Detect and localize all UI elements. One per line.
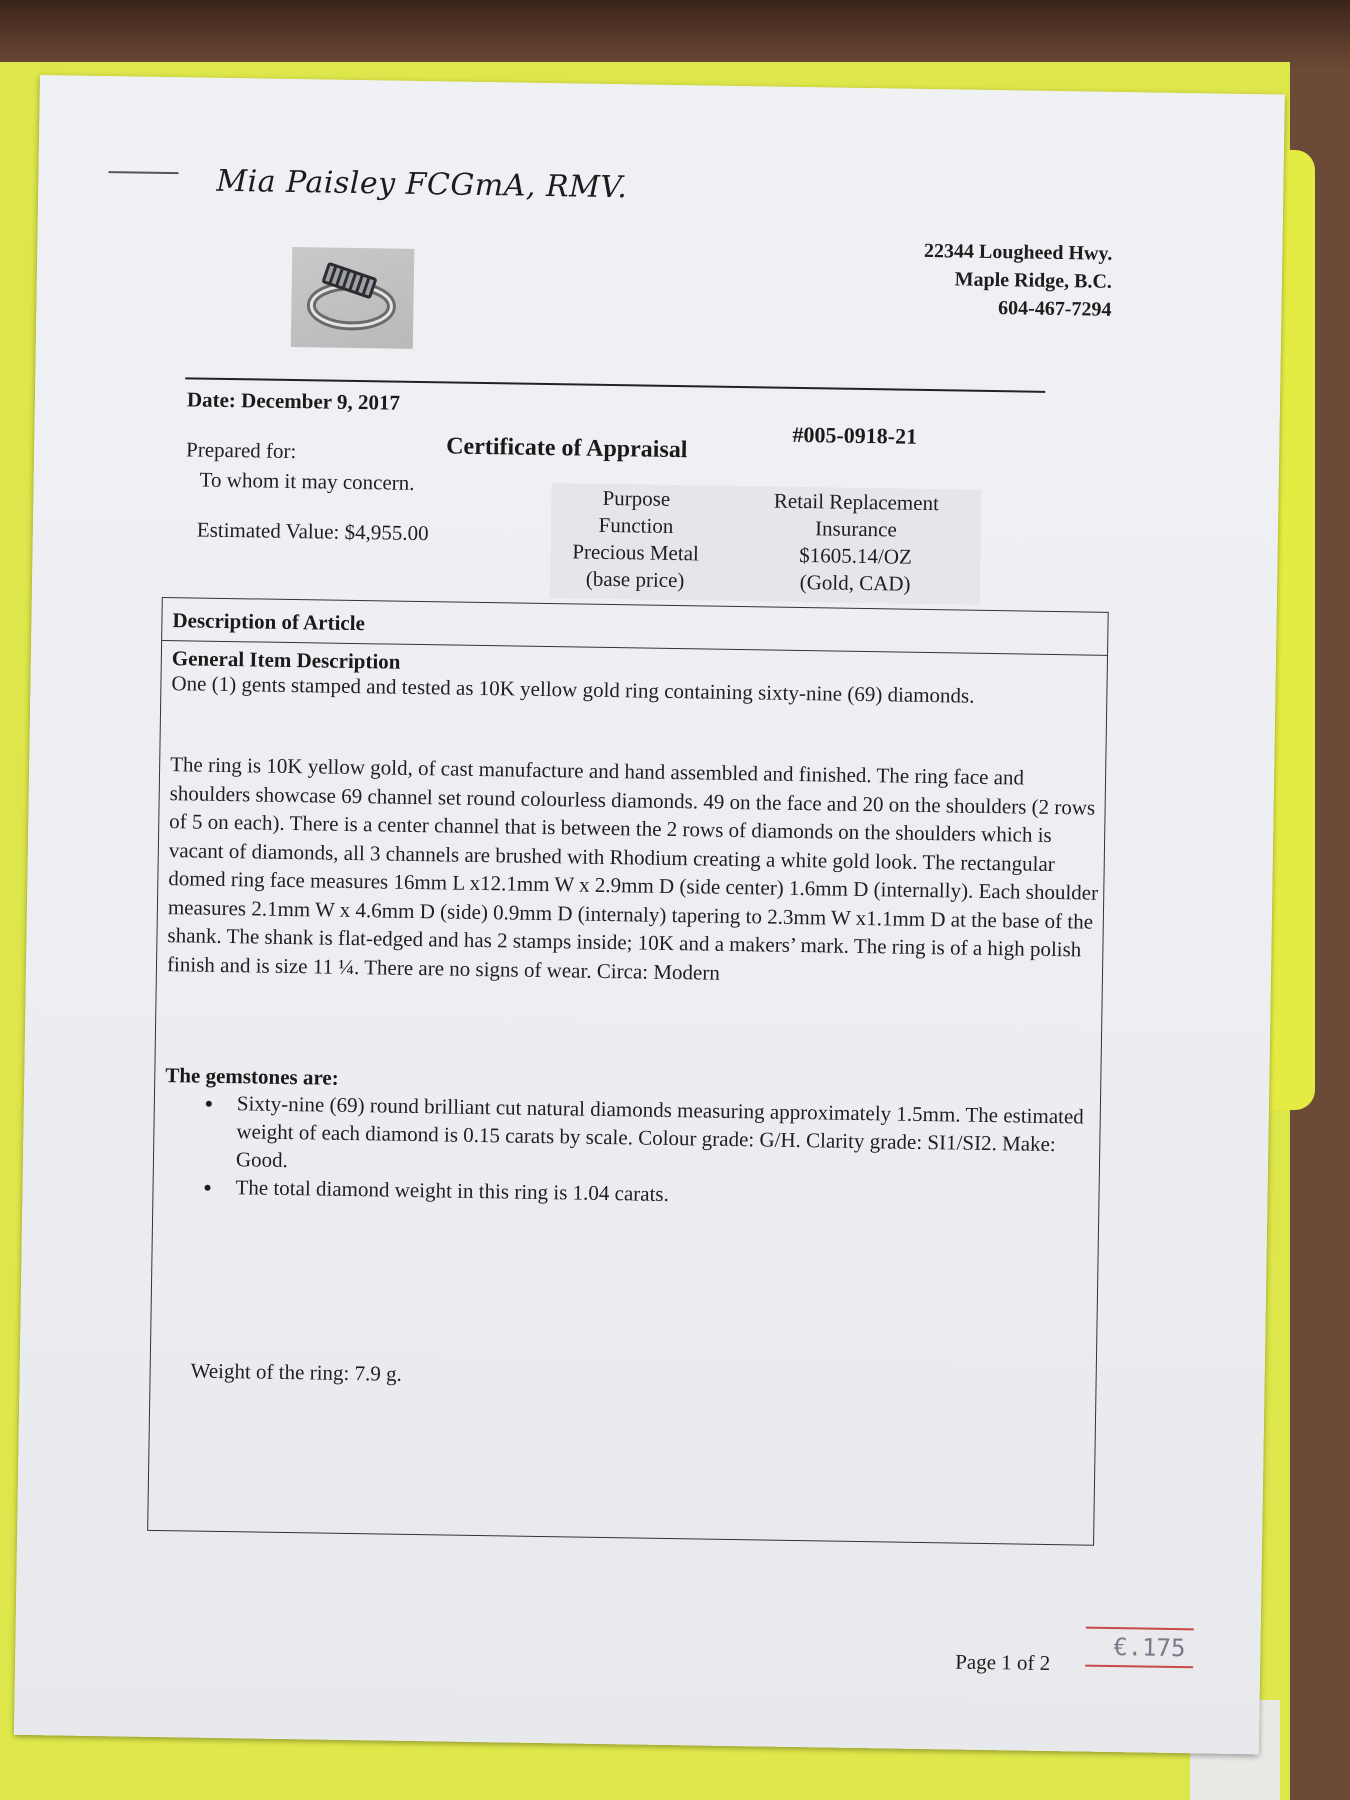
- certificate-date: Date: December 9, 2017: [186, 387, 401, 415]
- appraiser-name: Mia Paisley FCGmA, RMV.: [216, 163, 628, 206]
- description-header-label: Description of Article: [172, 608, 366, 636]
- phone-number: 604-467-7294: [997, 297, 1112, 321]
- ring-photo: [291, 247, 415, 349]
- info-label: Precious Metal: [572, 539, 700, 566]
- general-description-heading: General Item Description: [171, 646, 401, 674]
- info-value: Insurance: [814, 516, 897, 542]
- general-description-text: One (1) gents stamped and tested as 10K yellow gold ring containing sixty-nine (69) diamonds.: [171, 671, 975, 708]
- estimated-value: Estimated Value: $4,955.00: [196, 517, 429, 546]
- address-line: 22344 Lougheed Hwy.: [923, 239, 1113, 265]
- info-value: (Gold, CAD): [799, 569, 911, 596]
- description-of-article: [147, 597, 1109, 1546]
- page-number: Page 1 of 2: [955, 1649, 1051, 1676]
- appraisal-info-table: [550, 483, 982, 605]
- prepared-for-label: Prepared for:: [185, 437, 297, 464]
- appraisal-certificate-page: [14, 75, 1285, 1754]
- prepared-for-value: To whom it may concern.: [199, 467, 415, 495]
- detailed-description: The ring is 10K yellow gold, of cast manufacture and hand assembled and finished. The ring face and shoulders showcase 69 channel set round colourless diamonds. 49 on the face and 20 on the shoulders (2 rows of 5 on each). There is a center channel that is between the 2 rows of diamonds on the shoulders which is vacant of diamonds, all 3 channels are brushed with Rhodium creating a white gold look. The rectangular domed ring face measures 16mm L x12.1mm W x 2.9mm D (side center) 1.6mm D (internally). Each shoulder measures 2.1mm W x 4.6mm D (side) 0.9mm D (internaly) tapering to 2.3mm W x1.1mm D at the base of the shank. The shank is flat-edged and has 2 stamps inside; 10K and a makers’ mark. The ring is of a high polish finish and is size 11 ¼. There are no signs of wear. Circa: Modern: [166, 752, 1099, 985]
- info-value: $1605.14/OZ: [799, 542, 913, 569]
- gemstones-list: [193, 1089, 1105, 1215]
- info-label: Function: [598, 512, 674, 539]
- info-label: (base price): [585, 566, 685, 593]
- appraiser-address: [923, 237, 1113, 324]
- gemstones-heading: The gemstones are:: [165, 1063, 339, 1090]
- description-header: [162, 598, 1108, 656]
- certificate-number: #005-0918-21: [792, 421, 918, 449]
- ring-weight: Weight of the ring: 7.9 g.: [190, 1358, 403, 1386]
- list-item: • Sixty-nine (69) round brilliant cut natural diamonds measuring approximately 1.5mm. The estimated weight of each diamond is 0.15 carats by scale. Colour grade: G/H. Clarity grade: SI1/SI2. Make: Good.: [224, 1089, 1105, 1187]
- info-label: Purpose: [602, 485, 671, 511]
- certificate-title: Certificate of Appraisal: [446, 433, 688, 464]
- info-value: Retail Replacement: [773, 488, 940, 516]
- margin-mark: [108, 171, 178, 174]
- price-sticker: €.175: [1085, 1627, 1194, 1669]
- list-item: • The total diamond weight in this ring is 1.04 carats.: [223, 1173, 1103, 1215]
- address-line: Maple Ridge, B.C.: [954, 268, 1113, 293]
- ring-image-icon: [291, 247, 415, 349]
